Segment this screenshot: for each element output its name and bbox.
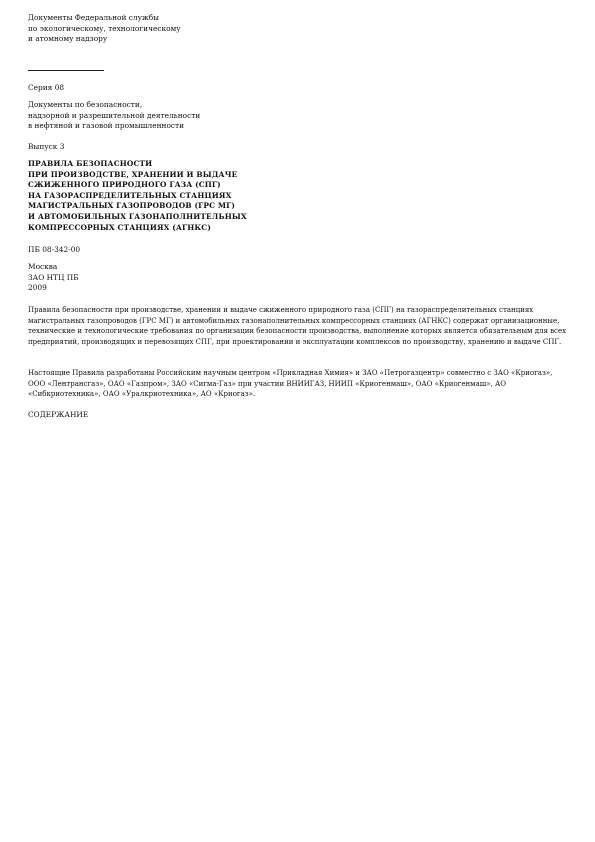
document-title: ПРАВИЛА БЕЗОПАСНОСТИ ПРИ ПРОИЗВОДСТВЕ, ХРАНЕНИИ И ВЫДАЧЕ СЖИЖЕННОГО ПРИРОДНОГО ГАЗА (СПГ) НА ГАЗОРАСПРЕДЕЛИТЕЛЬНЫХ СТАНЦИЯХ МАГИСТРАЛЬНЫХ ГАЗОПРОВОДОВ (ГРС МГ) И АВТОМОБИЛЬНЫХ ГАЗОНАПОЛНИТЕЛЬНЫХ КОМПРЕССОРНЫХ СТАНЦИЯХ (АГНКС)	[28, 159, 247, 232]
authors-paragraph: Настоящие Правила разработаны Российским научным центром «Прикладная Химия» и ЗАО «Петрогазцентр» совместно с ЗАО «Криогаз», ООО «Лентрансгаз», ОАО «Газпром», ЗАО «Сигма-Газ» при участии ВНИИГАЗ, НИИП «Криогенмаш», ОАО «Криогенмаш», АО «Сибкриотехника», ОАО «Уралкриотехника», АО «Криогаз».	[28, 369, 553, 399]
series-label: Серия 08	[28, 83, 65, 92]
publisher-imprint: Москва ЗАО НТЦ ПБ 2009	[28, 262, 79, 293]
series-description: Документы по безопасности, надзорной и разрешительной деятельности в нефтяной и газовой промышленности	[28, 100, 201, 131]
contents-heading: СОДЕРЖАНИЕ	[28, 410, 89, 419]
divider-rule	[28, 70, 104, 71]
agency-header: Документы Федеральной службы по экологическому, технологическому и атомному надзору	[28, 13, 181, 44]
issue-label: Выпуск 3	[28, 142, 65, 151]
intro-paragraph: Правила безопасности при производстве, хранении и выдаче сжиженного природного газа (СПГ) на газораспределительных станциях магистральных газопроводов (ГРС МГ) и автомобильных газонаполнительных компрессорных станциях (АГНКС) содержат организационные, технические и технологические требования по организации безопасности производства, выполнение которых является обязательным для всех предприятий, производящих и перевозящих СПГ, при проектировании и эксплуатации комплексов по производству, хранению и выдаче СПГ.	[28, 306, 567, 346]
document-code: ПБ 08-342-00	[28, 245, 81, 254]
